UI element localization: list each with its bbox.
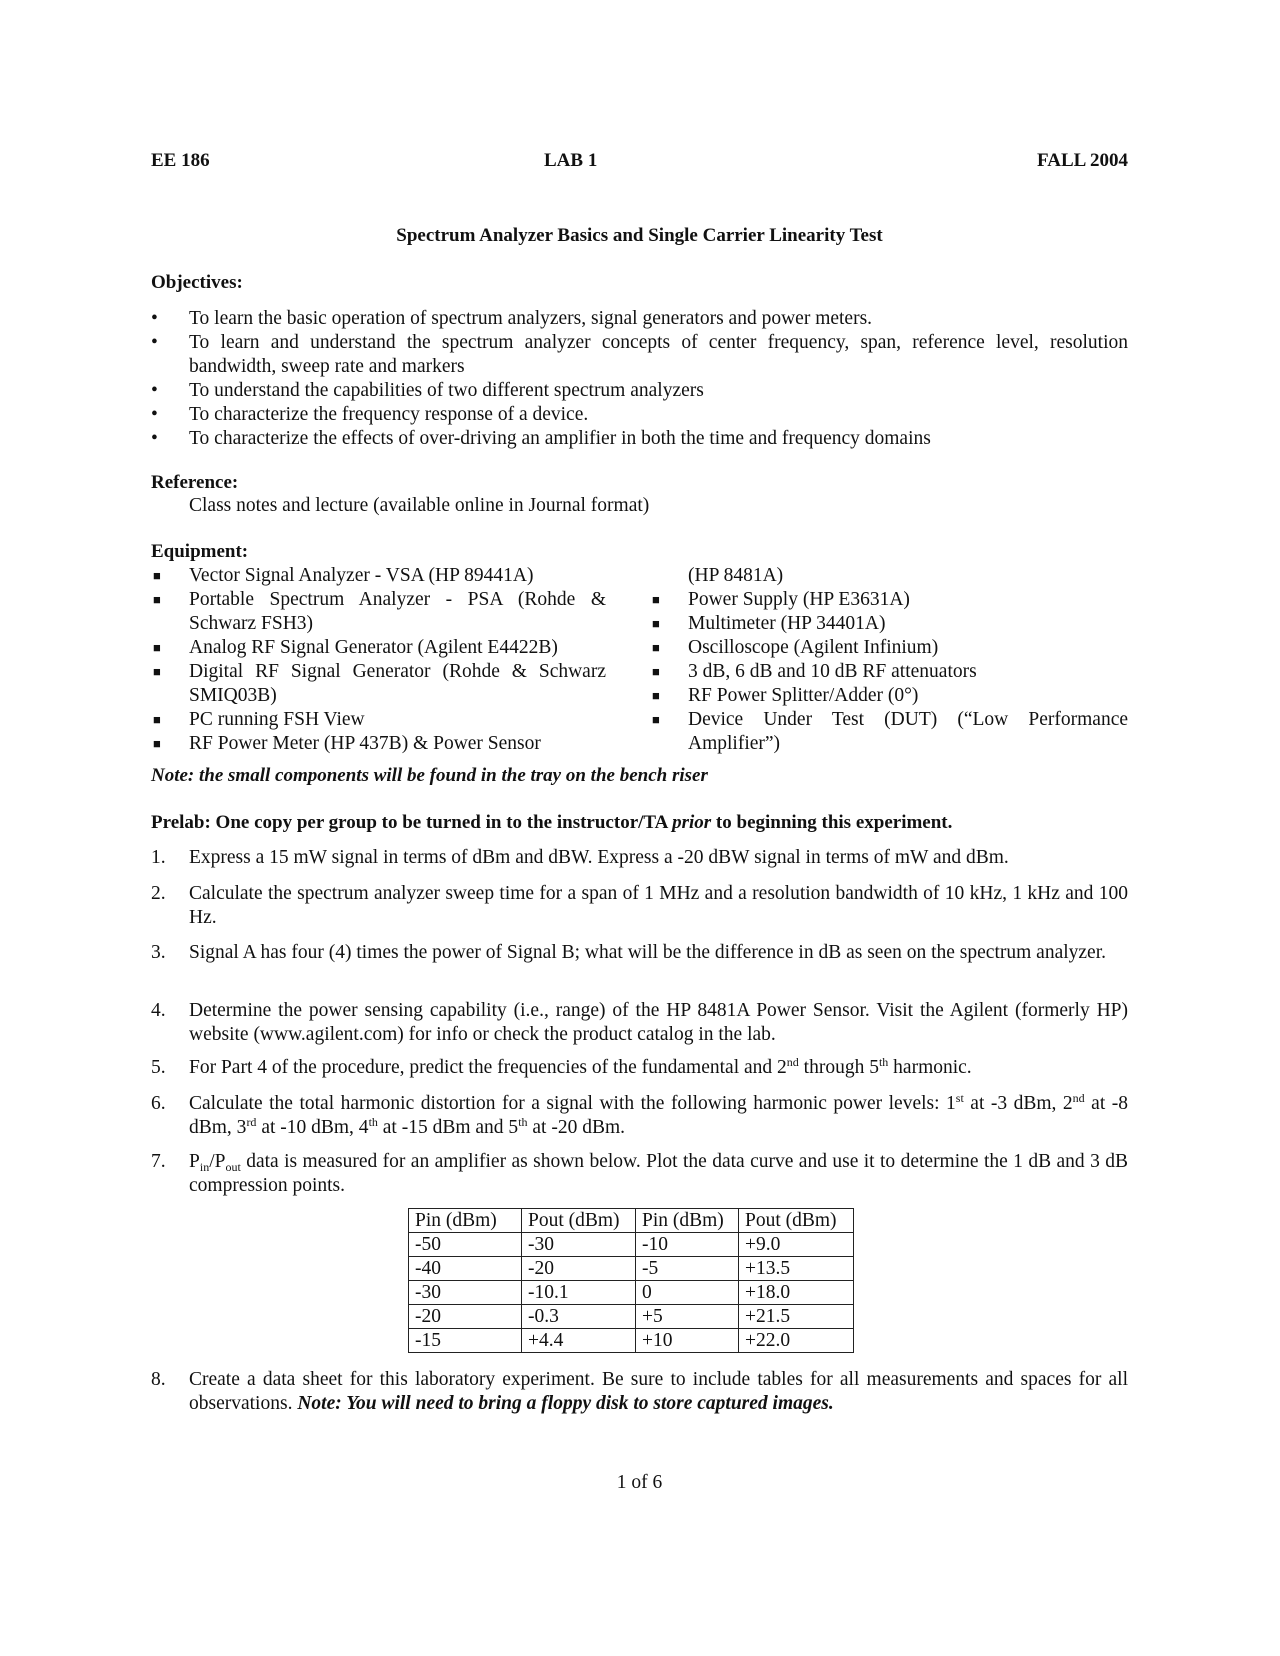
table-row bbox=[409, 1257, 854, 1281]
prelab-question: 7. $P_{in}/P_{out}$ data is measured for an amplifier as shown below. Plot the data curve and use it to determine the 1 dB and 3 dB compression points. bbox=[151, 1151, 1128, 1196]
objectives-heading: Objectives: bbox=[151, 272, 243, 293]
table-cell: -40 bbox=[409, 1257, 522, 1281]
lab-number: LAB 1 bbox=[544, 150, 598, 171]
equipment-item: ■ Analog RF Signal Generator (Agilent E4422B) bbox=[153, 637, 558, 658]
equipment-note: Note: the small components will be found in the tray on the bench riser bbox=[151, 765, 708, 786]
table-header-row bbox=[409, 1209, 854, 1233]
equipment-item: ■ RF Power Meter (HP 437B) & Power Sensor bbox=[153, 733, 541, 754]
equipment-item: ■ Portable Spectrum Analyzer - PSA (Rohde & Schwarz FSH3) bbox=[153, 589, 606, 634]
prelab-question: 8. Create a data sheet for this laboratory experiment. Be sure to include tables for all measurements and spaces for all observations. Note: You will need to bring a floppy disk to store captured images. bbox=[151, 1369, 1128, 1414]
prelab-question: 2. Calculate the spectrum analyzer sweep time for a span of 1 MHz and a resolution bandwidth of 10 kHz, 1 kHz and 100 Hz. bbox=[151, 883, 1128, 928]
prelab-question: 3. Signal A has four (4) times the power of Signal B; what will be the difference in dB as seen on the spectrum analyzer. bbox=[151, 942, 1106, 963]
term: FALL 2004 bbox=[1037, 150, 1128, 171]
equipment-list-right bbox=[650, 564, 1128, 756]
table-cell: +22.0 bbox=[739, 1329, 854, 1353]
reference-text: Class notes and lecture (available online in Journal format) bbox=[189, 495, 650, 516]
table-cell: -10 bbox=[636, 1233, 739, 1257]
objectives-list bbox=[151, 307, 1128, 451]
table-cell: +10 bbox=[636, 1329, 739, 1353]
page-number: 1 of 6 bbox=[616, 1472, 663, 1493]
equipment-item: ■ Digital RF Signal Generator (Rohde & Schwarz SMIQ03B) bbox=[153, 661, 606, 706]
table-cell: +9.0 bbox=[739, 1233, 854, 1257]
objective-item: • To understand the capabilities of two different spectrum analyzers bbox=[151, 380, 704, 401]
objective-item: • To characterize the effects of over-driving an amplifier in both the time and frequency domains bbox=[151, 428, 931, 449]
prelab-heading: Prelab: One copy per group to be turned in to the instructor/TA prior to beginning this experiment. bbox=[151, 812, 953, 833]
floppy-disk-note: Note: You will need to bring a floppy disk to store captured images. bbox=[297, 1393, 834, 1414]
table-header-cell: Pin (dBm) bbox=[636, 1209, 739, 1233]
table-row bbox=[409, 1233, 854, 1257]
table-cell: +4.4 bbox=[522, 1329, 636, 1353]
table-cell: -30 bbox=[522, 1233, 636, 1257]
table-row bbox=[409, 1305, 854, 1329]
table-row bbox=[409, 1329, 854, 1353]
table-cell: -20 bbox=[409, 1305, 522, 1329]
reference-heading: Reference: bbox=[151, 472, 239, 493]
table-header-cell: Pout (dBm) bbox=[522, 1209, 636, 1233]
equipment-item: ■ Vector Signal Analyzer - VSA (HP 89441A) bbox=[153, 565, 534, 586]
table-cell: -5 bbox=[636, 1257, 739, 1281]
equipment-item: ■ PC running FSH View bbox=[153, 709, 365, 730]
prelab-question: 5. For Part 4 of the procedure, predict the frequencies of the fundamental and 2nd through 5th harmonic. bbox=[151, 1055, 972, 1078]
table-cell: -30 bbox=[409, 1281, 522, 1305]
equipment-item: ■ Oscilloscope (Agilent Infinium) bbox=[652, 637, 939, 658]
table-cell: -0.3 bbox=[522, 1305, 636, 1329]
table-cell: +21.5 bbox=[739, 1305, 854, 1329]
table-cell: -20 bbox=[522, 1257, 636, 1281]
table-cell: +13.5 bbox=[739, 1257, 854, 1281]
table-row bbox=[409, 1281, 854, 1305]
table-header-cell: Pin (dBm) bbox=[409, 1209, 522, 1233]
prelab-question: 1. Express a 15 mW signal in terms of dBm and dBW. Express a -20 dBW signal in terms of mW and dBm. bbox=[151, 847, 1009, 868]
equipment-item: ■ Device Under Test (DUT) (“Low Performance Amplifier”) bbox=[652, 709, 1128, 754]
equipment-heading: Equipment: bbox=[151, 541, 249, 562]
table-cell: -50 bbox=[409, 1233, 522, 1257]
course-code: EE 186 bbox=[151, 150, 210, 171]
prelab-question: 4. Determine the power sensing capability (i.e., range) of the HP 8481A Power Sensor. Visit the Agilent (formerly HP) website (www.agilent.com) for info or check the product catalog in the lab. bbox=[151, 1000, 1128, 1045]
document-title: Spectrum Analyzer Basics and Single Carrier Linearity Test bbox=[396, 225, 883, 246]
equipment-item: ■ Multimeter (HP 34401A) bbox=[652, 613, 886, 634]
document-page bbox=[151, 0, 1128, 1656]
objective-item: • To learn and understand the spectrum analyzer concepts of center frequency, span, reference level, resolution bandwidth, sweep rate and markers bbox=[151, 332, 1128, 377]
equipment-item: ■ 3 dB, 6 dB and 10 dB RF attenuators bbox=[652, 661, 977, 682]
equipment-list-left bbox=[151, 564, 606, 756]
equipment-item-continuation: (HP 8481A) bbox=[688, 565, 784, 586]
table-cell: +18.0 bbox=[739, 1281, 854, 1305]
objective-item: • To characterize the frequency response of a device. bbox=[151, 404, 589, 425]
objective-item: • To learn the basic operation of spectrum analyzers, signal generators and power meters. bbox=[151, 308, 873, 329]
table-cell: +5 bbox=[636, 1305, 739, 1329]
prelab-question: 6. Calculate the total harmonic distortion for a signal with the following harmonic power levels: 1st at -3 dBm, 2nd at -8 dBm, 3rd at -10 dBm, 4th at -15 dBm and 5th at -20 dBm. bbox=[151, 1091, 1128, 1138]
table-cell: -15 bbox=[409, 1329, 522, 1353]
table-cell: 0 bbox=[636, 1281, 739, 1305]
table-cell: -10.1 bbox=[522, 1281, 636, 1305]
table-header-cell: Pout (dBm) bbox=[739, 1209, 854, 1233]
pin-pout-table bbox=[408, 1208, 854, 1353]
equipment-item: ■ Power Supply (HP E3631A) bbox=[652, 589, 910, 610]
equipment-item: ■ RF Power Splitter/Adder (0°) bbox=[652, 685, 919, 706]
page-header bbox=[151, 150, 1128, 176]
